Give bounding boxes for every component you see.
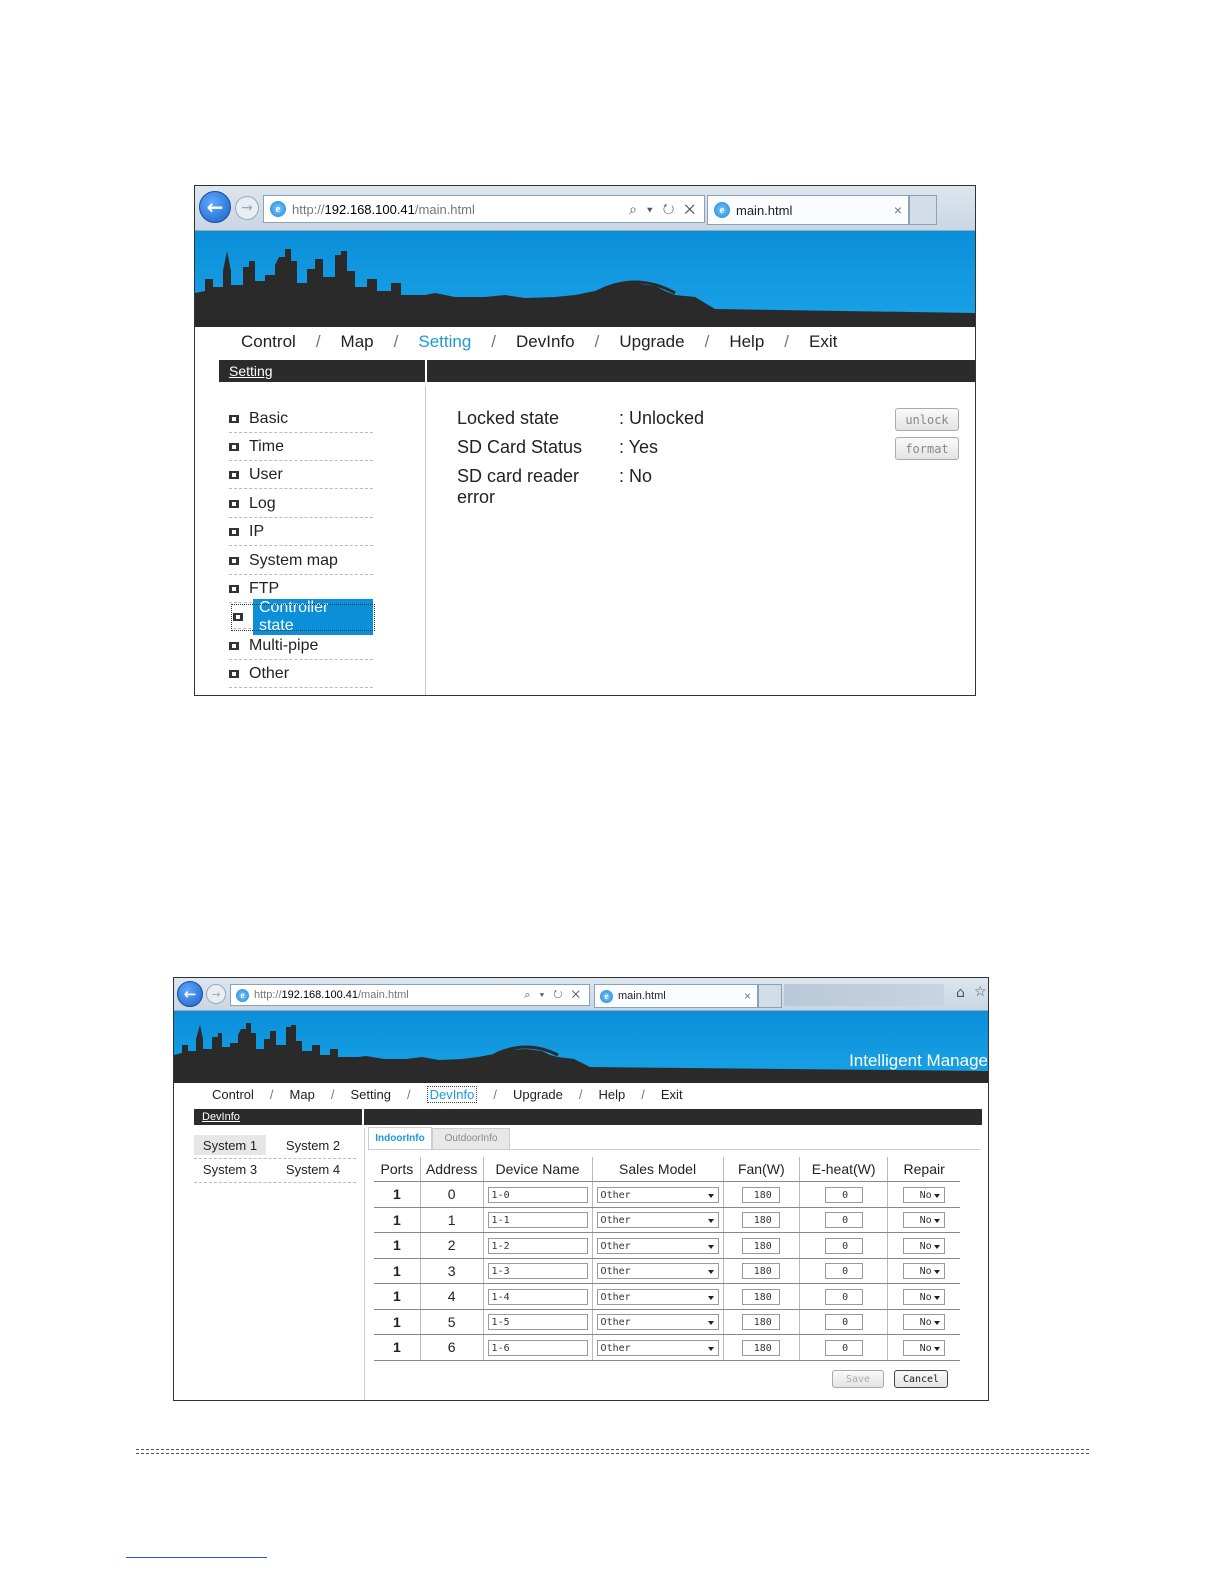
sidebar-item-label: Time <box>249 438 284 455</box>
sales-model-select[interactable]: Other <box>597 1314 719 1330</box>
screenshot-devinfo <box>173 977 989 1401</box>
browser-tab[interactable] <box>707 195 909 225</box>
address-bar[interactable] <box>263 195 705 223</box>
ie-icon: e <box>714 202 730 218</box>
url-path: /main.html <box>414 201 475 217</box>
system-3-tab[interactable]: System 3 <box>202 1161 258 1177</box>
eheat-input[interactable]: 0 <box>825 1187 863 1203</box>
indoorinfo-tab[interactable]: IndoorInfo <box>368 1127 432 1150</box>
system-row-divider <box>194 1182 356 1183</box>
home-icon[interactable]: ⌂ <box>956 985 965 1001</box>
menu-separator: / <box>406 1086 411 1102</box>
repair-cell <box>888 1233 960 1259</box>
menu-help[interactable]: Help <box>729 332 765 351</box>
device-name-input[interactable]: 1-1 <box>488 1212 588 1228</box>
eheat-cell <box>800 1182 888 1208</box>
sidebar-item-label: IP <box>249 523 265 540</box>
device-name-cell <box>483 1309 592 1335</box>
sales-model-select[interactable]: Other <box>597 1340 719 1356</box>
bullet-icon <box>229 528 239 536</box>
sales-model-cell <box>592 1284 723 1310</box>
column-header: Ports <box>374 1157 420 1182</box>
device-name-cell <box>483 1182 592 1208</box>
sidebar-item-label: Other <box>249 665 290 682</box>
table-row <box>374 1309 960 1335</box>
browser-tab[interactable] <box>594 984 758 1008</box>
device-name-cell <box>483 1258 592 1284</box>
back-arrow-icon[interactable]: ← <box>177 981 203 1007</box>
field-value: : Unlocked <box>619 408 705 428</box>
url-text <box>292 202 475 217</box>
locked-state-row <box>457 408 704 429</box>
menu-map[interactable]: Map <box>340 332 374 351</box>
port-cell: 1 <box>374 1182 420 1208</box>
system-4-tab[interactable]: System 4 <box>285 1161 341 1177</box>
browser-toolbar <box>174 978 988 1011</box>
bullet-icon <box>229 670 239 678</box>
device-name-input[interactable]: 1-3 <box>488 1263 588 1279</box>
ie-icon: e <box>600 990 613 1003</box>
sidebar-item-label: Basic <box>249 410 289 427</box>
eheat-input[interactable]: 0 <box>825 1314 863 1330</box>
sidebar-item-log[interactable] <box>229 491 373 518</box>
ie-icon: e <box>236 989 249 1002</box>
banner-title: Intelligent Manage <box>849 1051 988 1070</box>
fan-cell <box>723 1284 799 1310</box>
new-tab-button[interactable] <box>909 195 937 225</box>
menu-exit[interactable]: Exit <box>809 332 838 351</box>
eheat-input[interactable]: 0 <box>825 1238 863 1254</box>
repair-cell <box>888 1335 960 1361</box>
field-label: SD Card Status <box>457 437 583 457</box>
repair-select[interactable]: No <box>903 1289 945 1305</box>
sidebar-item-ip[interactable] <box>229 519 373 546</box>
section-header <box>219 360 425 382</box>
device-name-cell <box>483 1207 592 1233</box>
menu-separator: / <box>784 332 790 351</box>
url-host: 192.168.100.41 <box>281 989 358 1001</box>
close-icon[interactable]: × <box>893 202 902 218</box>
column-header: Sales Model <box>592 1157 723 1182</box>
footer-link-underline[interactable] <box>126 1556 267 1558</box>
close-icon[interactable]: × <box>743 989 751 1003</box>
bullet-icon <box>229 415 239 423</box>
menu-separator: / <box>393 332 399 351</box>
unlock-button[interactable]: unlock <box>895 408 959 431</box>
address-cell: 5 <box>420 1309 483 1335</box>
sales-model-select[interactable]: Other <box>597 1289 719 1305</box>
device-name-cell <box>483 1284 592 1310</box>
repair-cell <box>888 1182 960 1208</box>
menu-setting[interactable]: Setting <box>418 332 472 351</box>
eheat-input[interactable]: 0 <box>825 1212 863 1228</box>
repair-select[interactable]: No <box>903 1238 945 1254</box>
port-cell: 1 <box>374 1207 420 1233</box>
fan-input[interactable]: 180 <box>742 1289 780 1305</box>
eheat-input[interactable]: 0 <box>825 1263 863 1279</box>
device-name-input[interactable]: 1-4 <box>488 1289 588 1305</box>
address-cell: 1 <box>420 1207 483 1233</box>
menu-separator: / <box>641 1086 645 1102</box>
sales-model-cell <box>592 1258 723 1284</box>
sidebar-item-system-map[interactable] <box>229 548 373 575</box>
bullet-icon <box>229 443 239 451</box>
format-button[interactable]: format <box>895 437 959 460</box>
browser-toolbar <box>195 186 975 231</box>
sales-model-cell <box>592 1335 723 1361</box>
menu-separator: / <box>704 332 710 351</box>
sidebar-item-label: User <box>249 466 283 483</box>
bullet-icon <box>233 613 243 621</box>
table-row <box>374 1335 960 1361</box>
fan-input[interactable]: 180 <box>742 1314 780 1330</box>
main-menu <box>241 331 837 353</box>
address-tools-icons[interactable]: ⌕ ▾ ↻ ✕ <box>629 200 698 217</box>
menu-separator: / <box>578 1086 583 1102</box>
ie-icon: e <box>270 201 286 217</box>
star-icon[interactable]: ☆ <box>974 984 987 1000</box>
sidebar-item-label: Controller state <box>253 599 373 635</box>
sidebar-item-user[interactable] <box>229 462 373 489</box>
fan-cell <box>723 1182 799 1208</box>
menu-separator: / <box>330 1086 335 1102</box>
eheat-cell <box>800 1309 888 1335</box>
menu-map[interactable]: Map <box>289 1086 315 1102</box>
repair-cell <box>888 1207 960 1233</box>
eheat-cell <box>800 1207 888 1233</box>
sales-model-select[interactable]: Other <box>597 1187 719 1203</box>
menu-devinfo[interactable]: DevInfo <box>427 1086 478 1103</box>
menu-exit[interactable]: Exit <box>660 1086 683 1102</box>
repair-select[interactable]: No <box>903 1340 945 1356</box>
city-skyline-image <box>174 1011 988 1083</box>
table-row <box>374 1182 960 1208</box>
fan-input[interactable]: 180 <box>742 1238 780 1254</box>
column-header: Device Name <box>483 1157 592 1182</box>
table-row <box>374 1284 960 1310</box>
content-header-bar <box>364 1109 982 1125</box>
repair-select[interactable]: No <box>903 1187 945 1203</box>
fan-input[interactable]: 180 <box>742 1263 780 1279</box>
url-path: /main.html <box>358 989 409 1001</box>
menu-upgrade[interactable]: Upgrade <box>619 332 685 351</box>
tab-underline <box>368 1149 980 1150</box>
fan-input[interactable]: 180 <box>742 1212 780 1228</box>
port-cell: 1 <box>374 1335 420 1361</box>
menu-separator: / <box>491 332 497 351</box>
address-bar[interactable] <box>230 984 590 1006</box>
address-cell: 4 <box>420 1284 483 1310</box>
fan-cell <box>723 1207 799 1233</box>
url-prefix: http:// <box>292 201 325 217</box>
sidebar-item-controller-state[interactable] <box>233 599 373 634</box>
sidebar-item-multi-pipe[interactable] <box>229 633 373 660</box>
sidebar-item-label: Multi-pipe <box>249 637 319 654</box>
port-cell: 1 <box>374 1309 420 1335</box>
fan-cell <box>723 1335 799 1361</box>
sales-model-select[interactable]: Other <box>597 1263 719 1279</box>
section-title: Setting <box>229 363 273 379</box>
menu-separator: / <box>315 332 321 351</box>
header-banner <box>195 231 975 327</box>
column-header: E-heat(W) <box>800 1157 888 1182</box>
fan-input[interactable]: 180 <box>742 1340 780 1356</box>
content-header-bar <box>427 360 975 382</box>
main-menu <box>212 1085 683 1103</box>
bullet-icon <box>229 500 239 508</box>
device-name-input[interactable]: 1-0 <box>488 1187 588 1203</box>
bullet-icon <box>229 585 239 593</box>
port-cell: 1 <box>374 1258 420 1284</box>
address-cell: 6 <box>420 1335 483 1361</box>
new-tab-button[interactable] <box>758 984 782 1008</box>
address-cell: 2 <box>420 1233 483 1259</box>
system-2-tab[interactable]: System 2 <box>285 1137 341 1153</box>
menu-devinfo[interactable]: DevInfo <box>516 332 575 351</box>
repair-select[interactable]: No <box>903 1314 945 1330</box>
url-text <box>254 989 409 1001</box>
bullet-icon <box>229 471 239 479</box>
system-1-tab[interactable]: System 1 <box>194 1135 266 1155</box>
eheat-input[interactable]: 0 <box>825 1289 863 1305</box>
field-label: Locked state <box>457 408 560 428</box>
address-cell: 3 <box>420 1258 483 1284</box>
repair-cell <box>888 1258 960 1284</box>
column-header: Address <box>420 1157 483 1182</box>
sales-model-select[interactable]: Other <box>597 1238 719 1254</box>
repair-select[interactable]: No <box>903 1212 945 1228</box>
fan-input[interactable]: 180 <box>742 1187 780 1203</box>
menu-setting[interactable]: Setting <box>350 1086 391 1102</box>
sales-model-select[interactable]: Other <box>597 1212 719 1228</box>
menu-control[interactable]: Control <box>241 332 296 351</box>
back-arrow-icon[interactable]: ← <box>199 191 231 223</box>
device-name-input[interactable]: 1-6 <box>488 1340 588 1356</box>
device-name-cell <box>483 1335 592 1361</box>
menu-separator: / <box>493 1086 498 1102</box>
repair-cell <box>888 1284 960 1310</box>
tab-title: main.html <box>736 202 793 218</box>
repair-cell <box>888 1309 960 1335</box>
column-header: Repair <box>888 1157 960 1182</box>
sales-model-cell <box>592 1233 723 1259</box>
eheat-cell <box>800 1284 888 1310</box>
fan-cell <box>723 1233 799 1259</box>
indoor-device-table <box>374 1157 960 1361</box>
url-host: 192.168.100.41 <box>324 201 415 217</box>
section-header <box>194 1109 362 1125</box>
port-cell: 1 <box>374 1233 420 1259</box>
header-banner <box>174 1011 988 1083</box>
sidebar-item-label: System map <box>249 552 338 569</box>
save-button[interactable]: Save <box>832 1370 884 1388</box>
sales-model-cell <box>592 1309 723 1335</box>
table-row <box>374 1258 960 1284</box>
field-label: SD card reader error <box>457 466 580 507</box>
sidebar-item-other[interactable] <box>229 661 373 688</box>
sidebar-item-time[interactable] <box>229 434 373 461</box>
sales-model-cell <box>592 1182 723 1208</box>
sd-card-status-row <box>457 437 658 458</box>
device-name-input[interactable]: 1-2 <box>488 1238 588 1254</box>
sidebar-divider <box>425 386 426 695</box>
menu-upgrade[interactable]: Upgrade <box>513 1086 563 1102</box>
address-cell: 0 <box>420 1182 483 1208</box>
eheat-cell <box>800 1258 888 1284</box>
menu-help[interactable]: Help <box>598 1086 626 1102</box>
repair-select[interactable]: No <box>903 1263 945 1279</box>
forward-arrow-icon[interactable]: → <box>206 984 226 1004</box>
menu-control[interactable]: Control <box>212 1086 254 1102</box>
forward-arrow-icon[interactable]: → <box>235 196 259 220</box>
screenshot-setting <box>194 185 976 696</box>
column-header: Fan(W) <box>723 1157 799 1182</box>
menu-separator: / <box>269 1086 274 1102</box>
table-header-row <box>374 1157 960 1182</box>
eheat-cell <box>800 1335 888 1361</box>
address-tools-icons[interactable]: ⌕ ▾ ↻ ✕ <box>524 988 583 1001</box>
table-row <box>374 1233 960 1259</box>
tab-title: main.html <box>618 990 666 1002</box>
sidebar-item-basic[interactable] <box>229 406 373 433</box>
blurred-tab-area <box>784 984 944 1006</box>
url-prefix: http:// <box>254 989 282 1001</box>
city-skyline-image <box>195 231 975 327</box>
fan-cell <box>723 1258 799 1284</box>
menu-separator: / <box>594 332 600 351</box>
cancel-button[interactable]: Cancel <box>894 1370 948 1388</box>
table-row <box>374 1207 960 1233</box>
eheat-input[interactable]: 0 <box>825 1340 863 1356</box>
sidebar-item-label: FTP <box>249 580 280 597</box>
outdoorinfo-tab[interactable]: OutdoorInfo <box>432 1128 510 1150</box>
bullet-icon <box>229 642 239 650</box>
field-value: : No <box>619 466 653 486</box>
field-value: : Yes <box>619 437 659 457</box>
sidebar-item-label: Log <box>249 495 276 512</box>
eheat-cell <box>800 1233 888 1259</box>
fan-cell <box>723 1309 799 1335</box>
port-cell: 1 <box>374 1284 420 1310</box>
sd-reader-error-row <box>457 466 652 508</box>
device-name-input[interactable]: 1-5 <box>488 1314 588 1330</box>
sidebar-divider <box>364 1128 365 1400</box>
bullet-icon <box>229 557 239 565</box>
footer-divider <box>136 1449 1089 1454</box>
section-title: DevInfo <box>202 1111 240 1123</box>
device-name-cell <box>483 1233 592 1259</box>
sales-model-cell <box>592 1207 723 1233</box>
